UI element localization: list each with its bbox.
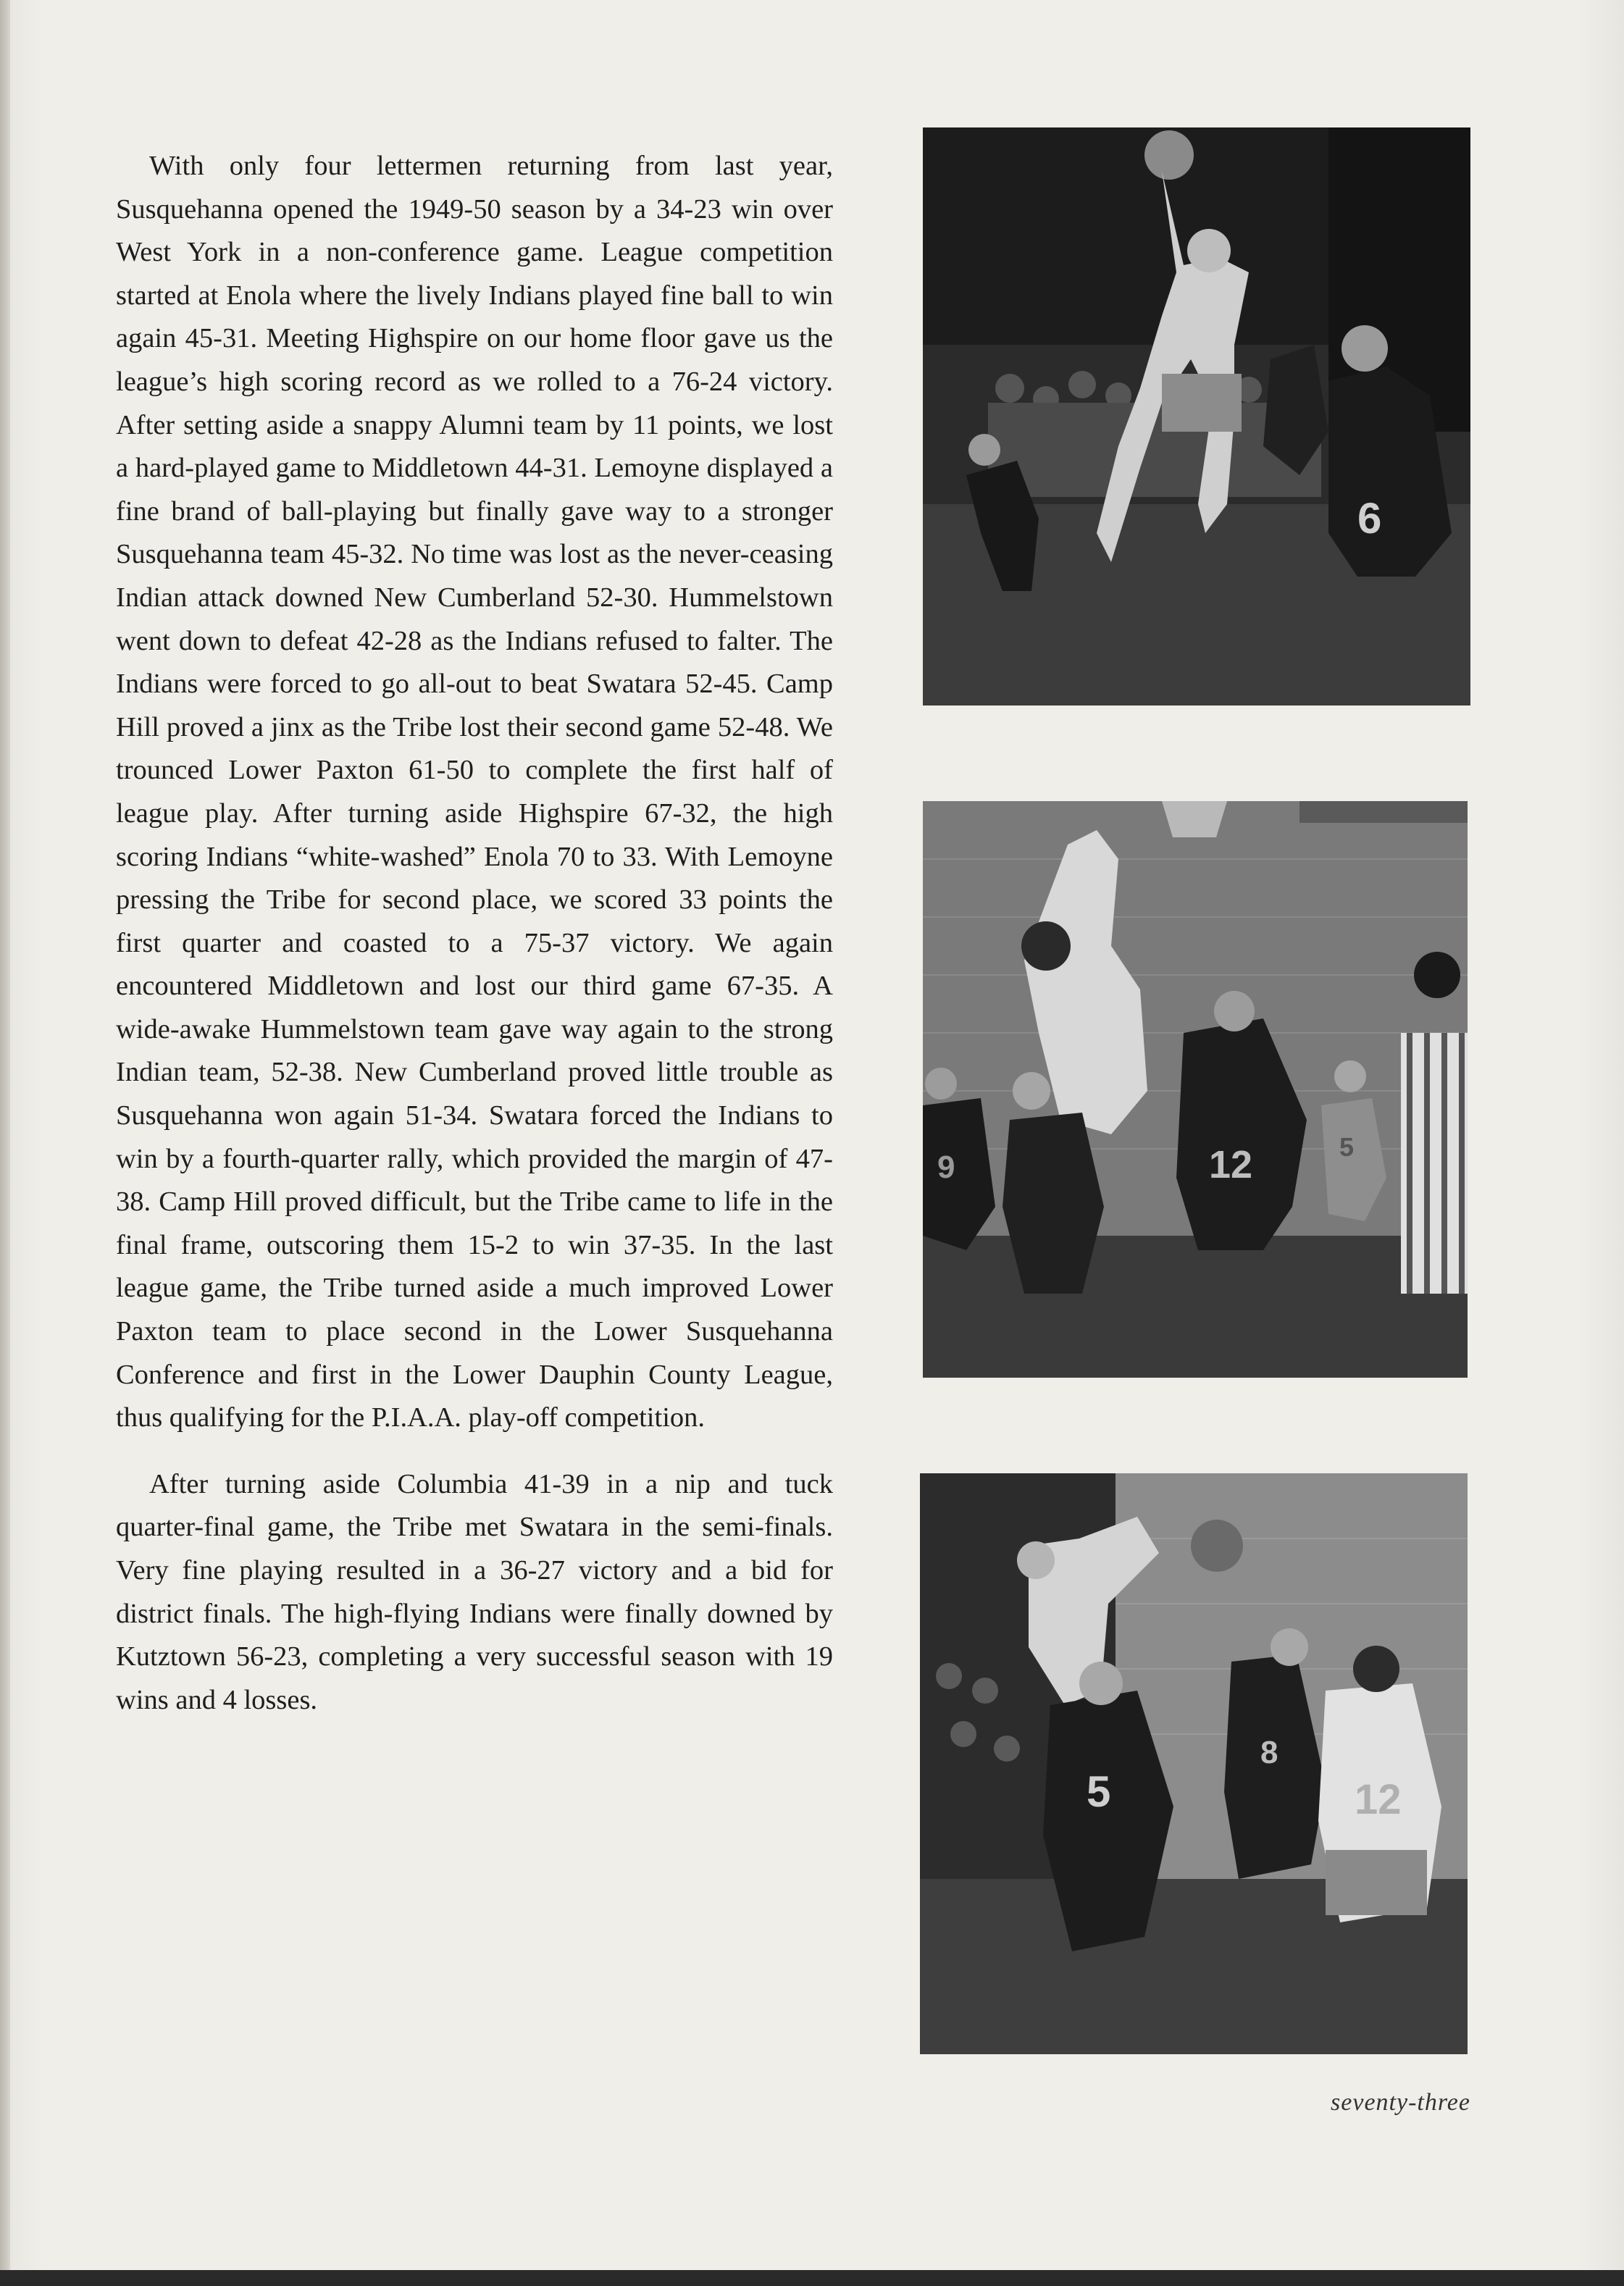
article-paragraph-1: With only four lettermen returning from last year, Susquehanna opened the 1949-50 season by a 34-23 win over West York in a non-conference game. League competition started at Enola where the lively Indians played fine ball to win again 45-31. Meeting Highspire on our home floor gave us the league’s high scoring record as we rolled to a 76-24 victory. After setting aside a snappy Alumni team by 11 points, we lost a hard-played game to Middletown 44-31. Lemoyne displayed a fine brand of ball-playing but finally gave way to a stronger Susquehanna team 45-32. No time was lost as the never-ceasing Indian attack downed New Cumberland 52-30. Hummelstown went down to defeat 42-28 as the Indians refused to falter. The Indians were forced to go all-out to beat Swatara 52-45. Camp Hill proved a jinx as the Tribe lost their second game 52-48. We trounced Lower Paxton 61-50 to complete the first half of league play. After turning aside Highspire 67-32, the high scoring Indians “white-washed” Enola 70 to 33. With Lemoyne pressing the Tribe for second place, we scored 33 points the first quarter and coasted to a 75-37 victory. We again encountered Middletown and lost our third game 67-35. A wide-awake Hummelstown team gave way again to the strong Indian team, 52-38. New Cumberland proved little trouble as Susquehanna won again 51-34. Swatara forced the Indians to win by a fourth-quarter rally, which provided the margin of 47-38. Camp Hill proved difficult, but the Tribe came to life in the final frame, outscoring them 15-2 to win 37-35. In the last league game, the Tribe turned aside a much improved Lower Paxton team to place second in the Lower Susquehanna Conference and first in the Lower Dauphin County League, thus qualifying for the P.I.A.A. play-off competition.: [116, 151, 833, 1433]
page-number: seventy-three: [1331, 2089, 1470, 2116]
article-text-column: [116, 145, 833, 1722]
jersey-number-9: 9: [937, 1150, 955, 1185]
jersey-number-5: 5: [1339, 1132, 1355, 1162]
jersey-number-5: 5: [1087, 1767, 1111, 1816]
basketball-photo-rebound: [923, 801, 1468, 1378]
basketball-photo-jump-ball: [920, 1473, 1468, 2054]
article-paragraph-2: After turning aside Columbia 41-39 in a nip and tuck quarter-final game, the Tribe met Swatara in the semi-finals. Very fine playing resulted in a 36-27 victory and a bid for district finals. The high-flying Indians were finally downed by Kutztown 56-23, completing a very successful season with 19 wins and 4 losses.: [116, 1468, 833, 1715]
page-binding-edge: [0, 0, 10, 2286]
jersey-number-6: 6: [1357, 494, 1382, 543]
page-bottom-edge: [0, 2270, 1624, 2286]
jersey-number-12: 12: [1209, 1143, 1253, 1186]
basketball-photo-layup: [923, 127, 1470, 706]
jersey-number-12: 12: [1355, 1776, 1402, 1823]
jersey-number-8: 8: [1260, 1735, 1278, 1770]
